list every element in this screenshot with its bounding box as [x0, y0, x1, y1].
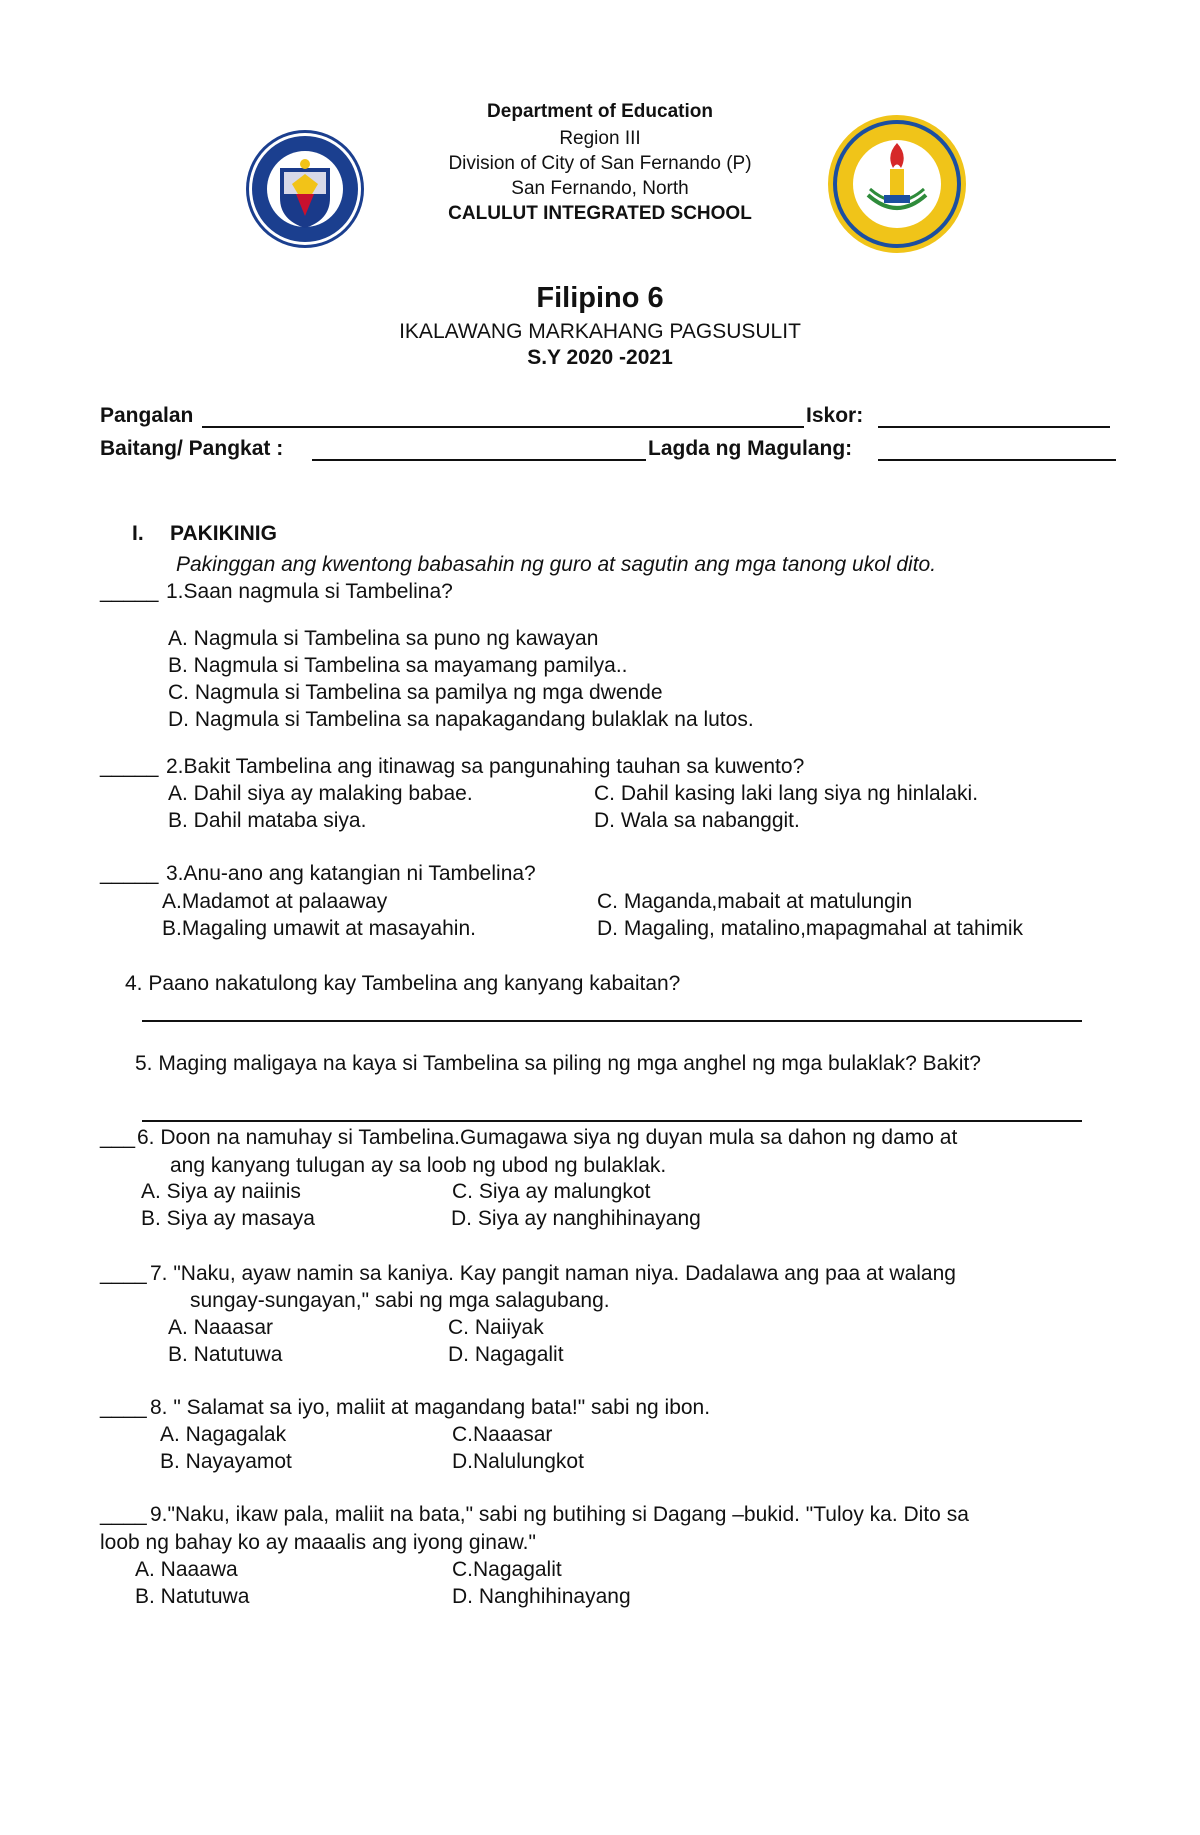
section-number: I. [132, 522, 144, 545]
question-7: 7. "Naku, ayaw namin sa kaniya. Kay pangit naman niya. Dadalawa ang paa at walang [150, 1262, 956, 1285]
q3-option-a: A.Madamot at palaaway [162, 890, 388, 913]
q7-option-d: D. Nagagalit [448, 1343, 564, 1366]
q6-option-b: B. Siya ay masaya [141, 1207, 315, 1230]
answer-blank[interactable]: _____ [100, 580, 159, 603]
q8-option-d: D.Nalulungkot [452, 1450, 584, 1473]
question-9-continued: loob ng bahay ko ay maaalis ang iyong ginaw." [100, 1531, 536, 1554]
q8-option-a: A. Nagagalak [160, 1423, 287, 1446]
question-1: 1.Saan nagmula si Tambelina? [166, 580, 453, 603]
section-instruction: Pakinggan ang kwentong babasahin ng guro at sagutin ang mga tanong ukol dito. [176, 553, 937, 576]
question-4: 4. Paano nakatulong kay Tambelina ang kanyang kabaitan? [125, 972, 681, 995]
q2-option-b: B. Dahil mataba siya. [168, 809, 367, 832]
answer-blank[interactable]: _____ [100, 862, 159, 885]
name-label: Pangalan [100, 404, 194, 427]
parent-signature-field-line[interactable] [878, 459, 1116, 461]
q7-option-a: A. Naaasar [168, 1316, 274, 1339]
question-6-continued: ang kanyang tulugan ay sa loob ng ubod ng bulaklak. [170, 1154, 667, 1177]
q3-option-d: D. Magaling, matalino,mapagmahal at tahimik [597, 917, 1024, 940]
q6-option-d: D. Siya ay nanghihinayang [451, 1207, 701, 1230]
region-name: Region III [559, 128, 641, 149]
subject-title: Filipino 6 [536, 282, 664, 314]
q9-option-b: B. Natutuwa [135, 1585, 250, 1608]
district-name: San Fernando, North [511, 178, 689, 199]
question-6: 6. Doon na namuhay si Tambelina.Gumagawa siya ng duyan mula sa dahon ng damo at [137, 1126, 958, 1149]
q4-answer-line[interactable] [142, 1020, 1082, 1022]
answer-blank[interactable]: ____ [100, 1262, 147, 1285]
answer-blank[interactable]: ___ [100, 1126, 136, 1149]
grade-section-field-line[interactable] [312, 459, 646, 461]
q6-option-a: A. Siya ay naiinis [141, 1180, 301, 1203]
q8-option-b: B. Nayayamot [160, 1450, 292, 1473]
score-label: Iskor: [806, 404, 864, 427]
q2-option-a: A. Dahil siya ay malaking babae. [168, 782, 473, 805]
q5-answer-line[interactable] [142, 1120, 1082, 1122]
q1-option-b: B. Nagmula si Tambelina sa mayamang pamilya.. [168, 654, 628, 677]
answer-blank[interactable]: ____ [100, 1396, 147, 1419]
department-name: Department of Education [487, 101, 713, 122]
q9-option-c: C.Nagagalit [452, 1558, 562, 1581]
q7-option-c: C. Naiiyak [448, 1316, 544, 1339]
school-name: CALULUT INTEGRATED SCHOOL [448, 203, 752, 224]
division-name: Division of City of San Fernando (P) [448, 153, 752, 174]
school-year: S.Y 2020 -2021 [527, 346, 673, 369]
q7-option-b: B. Natutuwa [168, 1343, 283, 1366]
q1-option-a: A. Nagmula si Tambelina sa puno ng kawayan [168, 627, 599, 650]
answer-blank[interactable]: ____ [100, 1503, 147, 1526]
q9-option-d: D. Nanghihinayang [452, 1585, 631, 1608]
q1-option-c: C. Nagmula si Tambelina sa pamilya ng mga dwende [168, 681, 663, 704]
q6-option-c: C. Siya ay malungkot [452, 1180, 651, 1203]
question-2: 2.Bakit Tambelina ang itinawag sa pangunahing tauhan sa kuwento? [166, 755, 805, 778]
q3-option-b: B.Magaling umawit at masayahin. [162, 917, 476, 940]
q9-option-a: A. Naaawa [135, 1558, 238, 1581]
answer-blank[interactable]: _____ [100, 755, 159, 778]
question-5: 5. Maging maligaya na kaya si Tambelina sa piling ng mga anghel ng mga bulaklak? Bakit? [135, 1052, 981, 1075]
q2-option-c: C. Dahil kasing laki lang siya ng hinlalaki. [594, 782, 979, 805]
name-field-line[interactable] [202, 426, 804, 428]
question-8: 8. " Salamat sa iyo, maliit at magandang bata!" sabi ng ibon. [150, 1396, 711, 1419]
grade-section-label: Baitang/ Pangkat : [100, 437, 284, 460]
q8-option-c: C.Naaasar [452, 1423, 553, 1446]
question-9: 9."Naku, ikaw pala, maliit na bata," sabi ng butihing si Dagang –bukid. "Tuloy ka. Dito sa [150, 1503, 969, 1526]
question-3: 3.Anu-ano ang katangian ni Tambelina? [166, 862, 536, 885]
exam-title: IKALAWANG MARKAHANG PAGSUSULIT [399, 320, 801, 343]
q3-option-c: C. Maganda,mabait at matulungin [597, 890, 913, 913]
section-title: PAKIKINIG [170, 522, 277, 545]
score-field-line[interactable] [878, 426, 1110, 428]
parent-signature-label: Lagda ng Magulang: [648, 437, 853, 460]
question-7-continued: sungay-sungayan," sabi ng mga salagubang. [190, 1289, 610, 1312]
q1-option-d: D. Nagmula si Tambelina sa napakagandang bulaklak na lutos. [168, 708, 754, 731]
q2-option-d: D. Wala sa nabanggit. [594, 809, 800, 832]
